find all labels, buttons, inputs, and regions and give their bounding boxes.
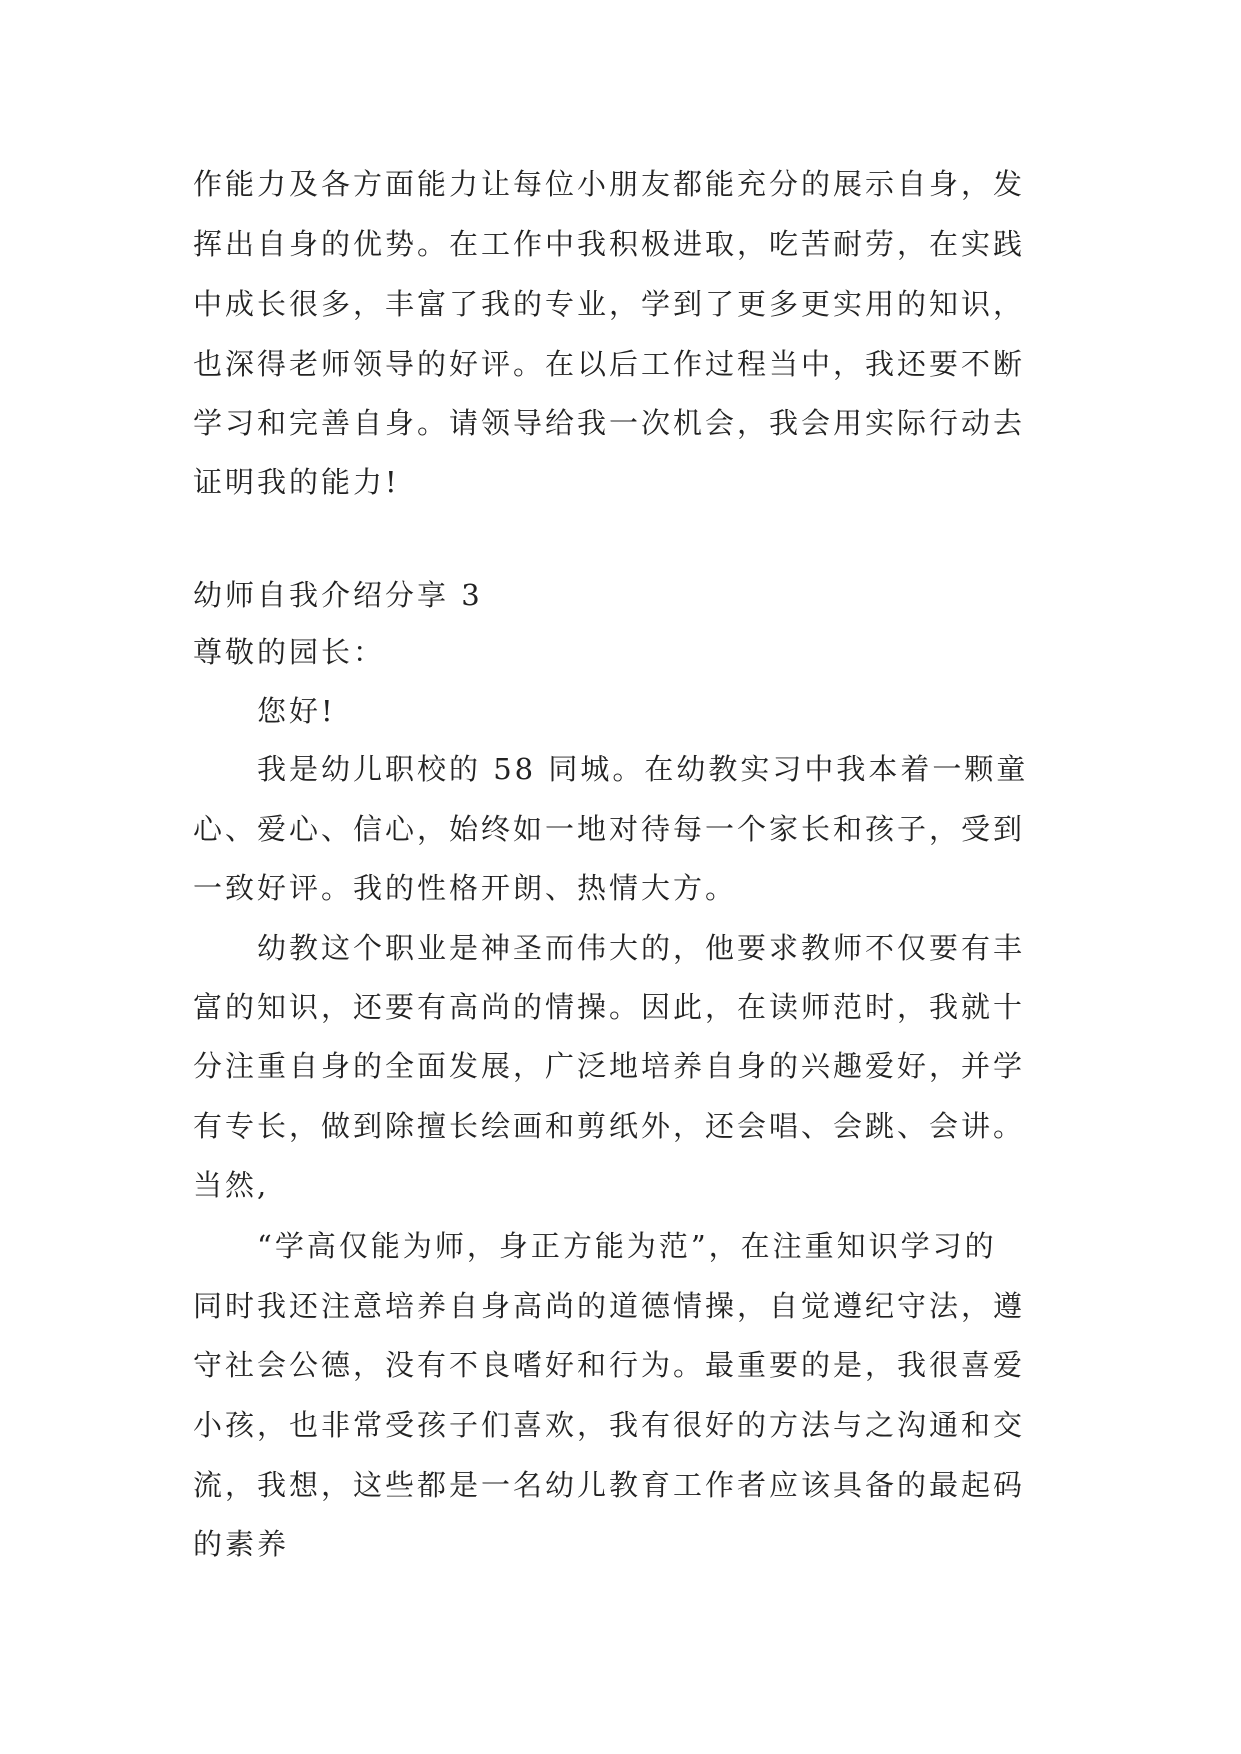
text-line: 作能力及各方面能力让每位小朋友都能充分的展示自身，发 [193,167,1026,201]
text-line: 守社会公德，没有不良嗜好和行为。最重要的是，我很喜爱 [193,1348,1026,1382]
text-line: 学习和完善自身。请领导给我一次机会，我会用实际行动去 [193,406,1026,440]
text-line: 同时我还注意培养自身高尚的道德情操，自觉遵纪守法，遵 [193,1289,1026,1323]
text-line: 小孩，也非常受孩子们喜欢，我有很好的方法与之沟通和交 [193,1408,1026,1442]
text-line: 一致好评。我的性格开朗、热情大方。 [193,871,738,905]
text-line: “学高仅能为师，身正方能为范”，在注重知识学习的 [257,1229,997,1263]
text-line: 有专长，做到除擅长绘画和剪纸外，还会唱、会跳、会讲。 [193,1109,1026,1143]
text-line: 心、爱心、信心，始终如一地对待每一个家长和孩子，受到 [193,812,1026,846]
text-line: 的素养 [193,1527,290,1561]
text-line: 分注重自身的全面发展，广泛地培养自身的兴趣爱好，并学 [193,1049,1026,1083]
text-line: 我是幼儿职校的 58 同城。在幼教实习中我本着一颗童 [257,752,1029,786]
text-line: 幼教这个职业是神圣而伟大的，他要求教师不仅要有丰 [257,931,1026,965]
text-line: 挥出自身的优势。在工作中我积极进取，吃苦耐劳，在实践 [193,227,1026,261]
section-title: 幼师自我介绍分享 3 [193,578,483,612]
text-line: 富的知识，还要有高尚的情操。因此，在读师范时，我就十 [193,990,1026,1024]
greeting: 您好! [257,694,336,728]
salutation: 尊敬的园长： [193,635,386,669]
text-line: 当然, [193,1168,270,1202]
text-line: 中成长很多，丰富了我的专业，学到了更多更实用的知识， [193,287,1026,321]
text-line: 也深得老师领导的好评。在以后工作过程当中，我还要不断 [193,347,1026,381]
text-line: 证明我的能力! [193,465,400,499]
text-line: 流，我想，这些都是一名幼儿教育工作者应该具备的最起码 [193,1468,1026,1502]
